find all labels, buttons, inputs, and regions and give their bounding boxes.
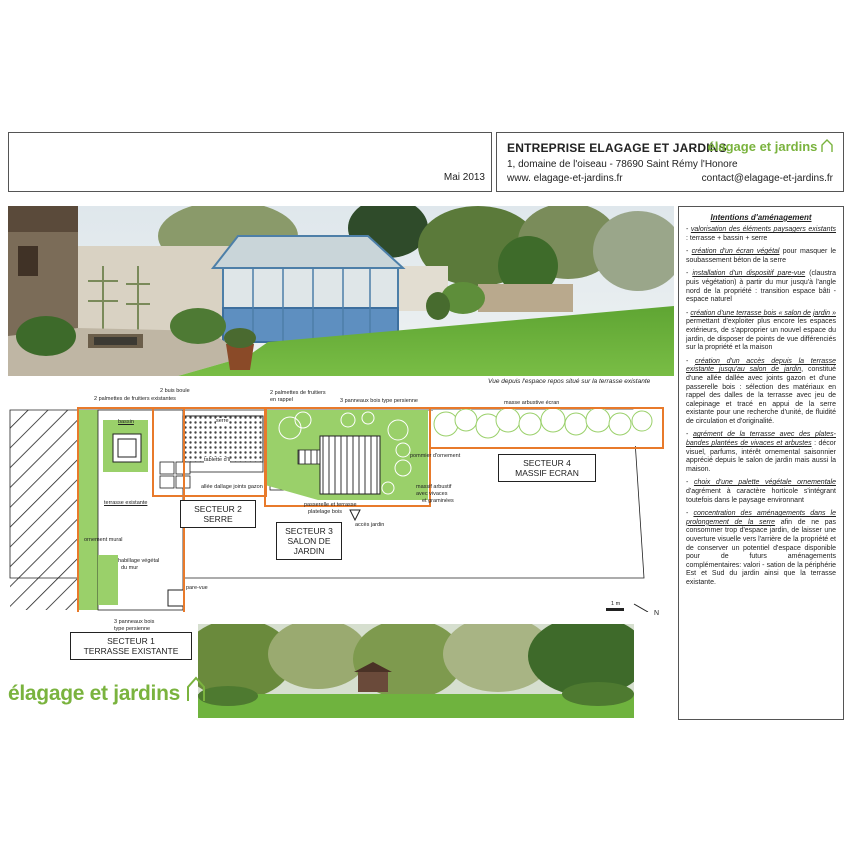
label-serre: serre (216, 418, 229, 424)
sector-2-line2: SERRE (203, 514, 233, 524)
intention-text: permettant d'exploiter plus encore les espaces extérieurs, de s'approprier un nouvel espace du jardin, de disposer de points de vue différenciés sur la propriété et la maison (686, 318, 836, 352)
garden-photo-illustration (8, 206, 674, 376)
document-date: Mai 2013 (443, 172, 485, 183)
footer-logo (8, 676, 206, 706)
intention-item: - concentration des aménagements dans le prolongement de la serre afin de ne pas consommer trop d'espace jardin, de laisser une ouverture visuelle vers l'arrière de la propriété et de conserver un potentiel d'espace disponible pour de futurs aménagements complémentaires: valori - sation de la périphérie Est et Sud du jardin ainsi que la terrasse existante. (686, 510, 836, 586)
sector-3-line2: SALON DE (287, 536, 331, 546)
footer-logo-house-icon (186, 676, 206, 702)
label-masse-arbustive: masse arbustive écran (504, 400, 560, 406)
sector-4-line1: SECTEUR 4 (523, 458, 571, 468)
intention-text: afin de ne pas consommer trop d'espace jardin, de laisser une ouverture visuelle vers l'arrière de la propriété et de conserver un potentiel d'espace disponible pour de futurs aménagements complémentaires: valori - sation de la périphérie Est et Sud du jardin ainsi que la terrasse existante. (686, 518, 836, 586)
intention-lead: valorisation des éléments paysagers existants (690, 226, 837, 233)
intention-item: - création d'un écran végétal pour masquer le soubassement béton de la serre (686, 248, 837, 264)
company-email[interactable]: contact@elagage-et-jardins.fr (701, 173, 833, 184)
label-en-rappel: en rappel (270, 397, 293, 403)
intention-lead: installation d'un dispositif pare-vue (692, 270, 806, 278)
intention-lead: création d'un accès depuis la terrasse existante jusqu'au salon de jardin (686, 357, 836, 374)
sector-1-line1: SECTEUR 1 (107, 636, 155, 646)
company-name: ENTREPRISE ELAGAGE ET JARDINS (507, 141, 727, 155)
intentions-panel (678, 206, 844, 720)
intention-text: d'agrément à caractère horticole s'intégrant toutefois dans le paysage environnant (686, 488, 836, 504)
sector-2-label (180, 500, 256, 528)
intention-item: - choix d'une palette végétale ornementale d'agrément à caractère horticole s'intégrant toutefois dans le paysage environnant (686, 479, 836, 504)
intention-text: : décor visuel, parfums, intérêt ornemental saisonnier apprécié depuis le salon de jardin mais aussi la maison. (686, 440, 836, 473)
label-massif-1: massif arbustif (416, 484, 452, 490)
label-panneaux-bottom-1: 3 panneaux bois (114, 619, 155, 625)
sector-4-line2: MASSIF ECRAN (515, 468, 579, 478)
intention-lead: concentration des aménagements dans le prolongement de la serre (686, 510, 836, 526)
label-passerelle-1: passerelle et terrasse (304, 502, 357, 508)
label-acces-jardin: accès jardin (355, 522, 385, 528)
sector-4-label (498, 454, 596, 482)
sector-1-label (70, 632, 192, 660)
garden-photo-bottom (198, 624, 634, 718)
intention-text: : terrasse + bassin + serre (686, 234, 768, 242)
intention-item: - création d'un accès depuis la terrasse existante jusqu'au salon de jardin, constitué d'une allée dallée avec joints gazon et d'une passerelle bois : sélection des matériaux en rappel des dalles de la terrasse avec jeu de calepinage et tracé en appui de la serre existante pour une recherche d'unité, de fluidité de circulation et d'originalité. (686, 357, 836, 425)
intention-text: pour masquer le soubassement béton de la serre (686, 248, 837, 264)
intention-text: , constitué d'une allée dallée avec joints gazon et d'une passerelle bois : sélection des matériaux en rappel des dalles de la terrasse avec jeu de calepinage et tracé en appui de la serre existante pour une recherche d'unité, de fluidité de circulation et d'originalité. (686, 366, 836, 425)
sector-3-label (276, 522, 342, 560)
intention-item: - agrément de la terrasse avec des plates-bandes plantées de vivaces et arbustes : décor visuel, parfums, intérêt ornemental saisonnier apprécié depuis le salon de jardin mais aussi la maison. (686, 431, 836, 473)
intention-item: - installation d'un dispositif pare-vue (claustra puis végétation) à partir du mur jusqu'à l'angle nord de la propriété : transition espace bâti - espace naturel (686, 270, 836, 304)
sector-3-line3: JARDIN (293, 546, 325, 556)
logo-house-icon (821, 139, 833, 153)
label-buis-boule: 2 buis boule (160, 388, 190, 394)
label-tablette: tablette d'll (204, 457, 231, 463)
intentions-title: Intentions d'aménagement (710, 213, 812, 222)
garden-photo-bottom-illustration (198, 624, 634, 718)
label-panneaux-bottom-2: type persienne (114, 626, 151, 632)
label-pommier: pommier d'ornement (410, 453, 461, 459)
label-scale: 1 m (611, 601, 621, 607)
sector-2-line1: SECTEUR 2 (194, 504, 242, 514)
intention-text: (claustra puis végétation) à partir du mur jusqu'à l'angle nord de la propriété : transition espace bâti - espace naturel (686, 270, 836, 304)
label-passerelle-2: platelage bois (308, 509, 342, 515)
intention-item: - création d'une terrasse bois « salon de jardin » permettant d'exploiter plus encore les espaces extérieurs, de s'approprier un nouvel espace du jardin, de disposer de points de vue différenciés sur la propriété et la maison (686, 309, 836, 352)
label-massif-2: avec vivaces (416, 491, 448, 497)
label-pare-vue: pare-vue (186, 585, 208, 591)
intention-lead: création d'un écran végétal (691, 248, 780, 256)
company-address: 1, domaine de l'oiseau - 78690 Saint Rémy l'Honore (507, 159, 738, 170)
intentions-list (679, 222, 843, 597)
label-bassin: bassin (118, 419, 134, 425)
label-terrasse-existante: terrasse existante (104, 500, 148, 506)
label-ornement-mural: ornement mural (84, 537, 123, 543)
logo-text: élagage et jardins (707, 139, 818, 154)
label-palmettes-rappel: 2 palmettes de fruitiers (270, 390, 326, 396)
label-panneaux-top: 3 panneaux bois type persienne (340, 398, 418, 404)
intention-lead: agrément de la terrasse avec des plates-bandes plantées de vivaces et arbustes (686, 431, 836, 448)
label-habillage-2: du mur (121, 565, 139, 571)
sector-1-line2: TERRASSE EXISTANTE (83, 646, 179, 656)
intention-item: - valorisation des éléments paysagers existants : terrasse + bassin + serre (686, 226, 837, 242)
label-allee: allée dallage joints gazon (201, 484, 263, 490)
label-habillage-1: habillage végétal (118, 558, 160, 564)
company-website[interactable]: www. elagage-et-jardins.fr (507, 173, 623, 184)
intention-lead: choix d'une palette végétale ornementale (693, 479, 836, 487)
garden-photo-top (8, 206, 674, 376)
footer-logo-text: élagage et jardins (8, 682, 181, 705)
company-logo (708, 139, 833, 154)
label-massif-3: et graminées (422, 498, 454, 504)
label-north: N (654, 610, 660, 617)
sector-3-line1: SECTEUR 3 (285, 526, 333, 536)
header-title-box (8, 132, 492, 192)
garden-plan (8, 388, 674, 632)
company-header (496, 132, 844, 192)
photo-caption: Vue depuis l'espace repos situé sur la terrasse existante (488, 378, 651, 385)
intention-lead: création d'une terrasse bois « salon de jardin » (690, 309, 836, 317)
label-palmettes-existantes: 2 palmettes de fruitiers existantes (94, 396, 176, 402)
